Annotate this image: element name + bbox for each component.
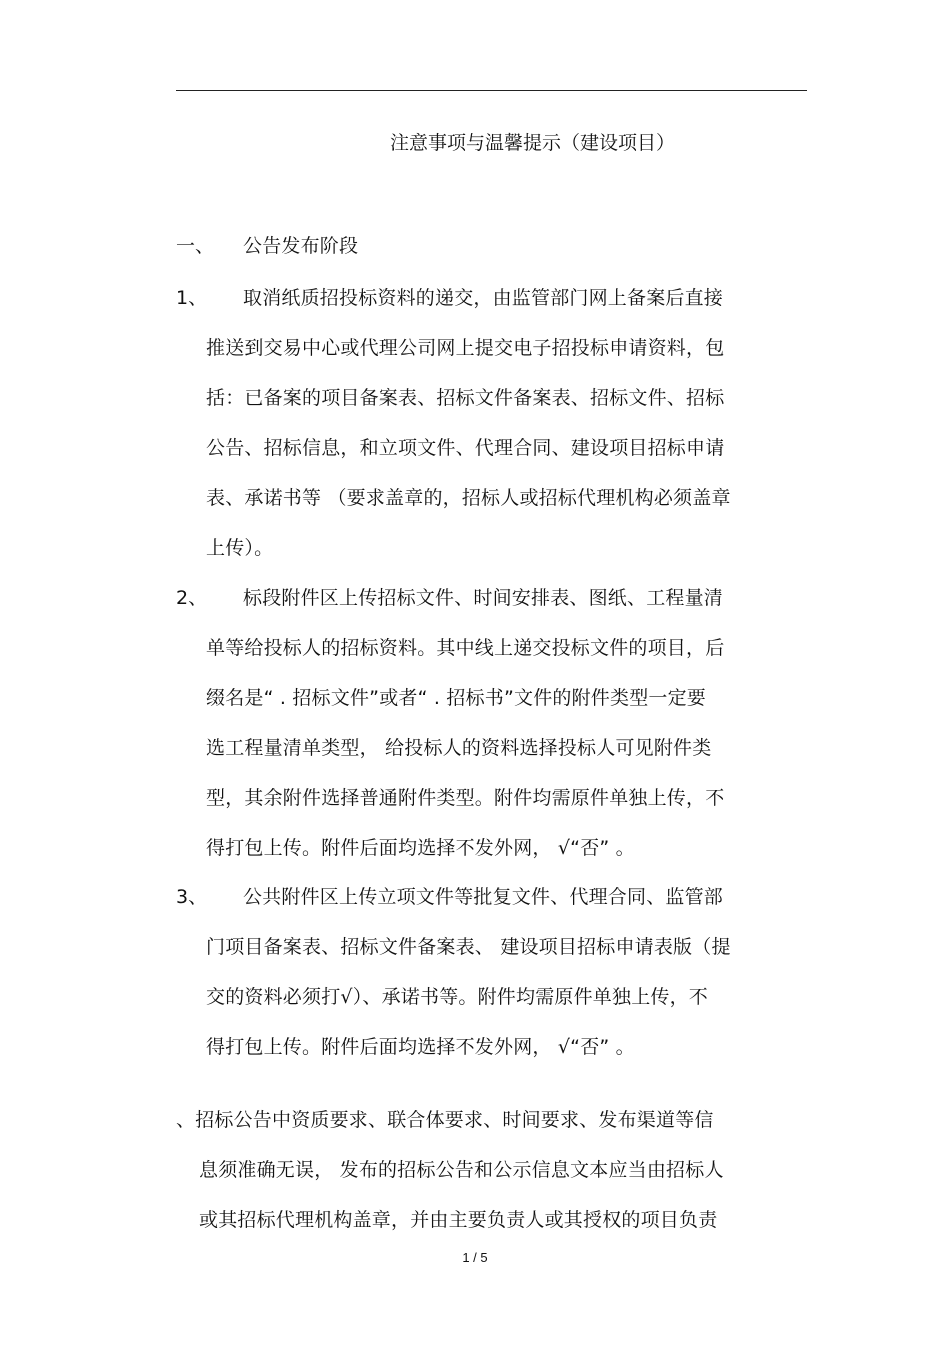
paragraph-line: 取消纸质招投标资料的递交，由监管部门网上备案后直接 <box>243 287 724 309</box>
paragraph-line: 或其招标代理机构盖章，并由主要负责人或其授权的项目负责 <box>199 1209 718 1231</box>
paragraph-line: 息须准确无误， 发布的招标公告和公示信息文本应当由招标人 <box>199 1159 724 1181</box>
paragraph-line: 型，其余附件选择普通附件类型。附件均需原件单独上传，不 <box>206 787 725 809</box>
paragraph-line: 门项目备案表、招标文件备案表、 建设项目招标申请表版（提 <box>206 936 731 958</box>
paragraph-line: 交的资料必须打√）、承诺书等。附件均需原件单独上传，不 <box>206 986 709 1008</box>
page-title: 注意事项与温馨提示（建设项目） <box>390 132 676 154</box>
paragraph-line: 得打包上传。附件后面均选择不发外网， √“否” 。 <box>206 837 635 859</box>
paragraph-line: 选工程量清单类型， 给投标人的资料选择投标人可见附件类 <box>206 737 712 759</box>
section-heading: 公告发布阶段 <box>243 235 359 257</box>
section-marker: 一、 <box>176 235 215 257</box>
page-number: 1 / 5 <box>462 1250 488 1265</box>
paragraph-line: 推送到交易中心或代理公司网上提交电子招投标申请资料，包 <box>206 337 725 359</box>
paragraph-line: 括：已备案的项目备案表、招标文件备案表、招标文件、招标 <box>206 387 725 409</box>
paragraph-line: 、招标公告中资质要求、联合体要求、时间要求、发布渠道等信 <box>176 1109 714 1131</box>
paragraph-line: 公共附件区上传立项文件等批复文件、代理合同、监管部 <box>243 886 724 908</box>
item-number: 3、 <box>176 886 208 908</box>
paragraph-line: 表、承诺书等 （要求盖章的，招标人或招标代理机构必须盖章 <box>206 487 731 509</box>
paragraph-line: 单等给投标人的招标资料。其中线上递交投标文件的项目，后 <box>206 637 725 659</box>
item-number: 2、 <box>176 587 208 609</box>
paragraph-line: 上传）。 <box>206 537 274 559</box>
paragraph-line: 公告、招标信息，和立项文件、代理合同、建设项目招标申请 <box>206 437 725 459</box>
paragraph-line: 缀名是“ . 招标文件”或者“ . 招标书”文件的附件类型一定要 <box>206 687 707 709</box>
header-rule <box>176 90 807 91</box>
paragraph-line: 得打包上传。附件后面均选择不发外网， √“否” 。 <box>206 1036 635 1058</box>
paragraph-line: 标段附件区上传招标文件、时间安排表、图纸、工程量清 <box>243 587 724 609</box>
item-number: 1、 <box>176 287 208 309</box>
